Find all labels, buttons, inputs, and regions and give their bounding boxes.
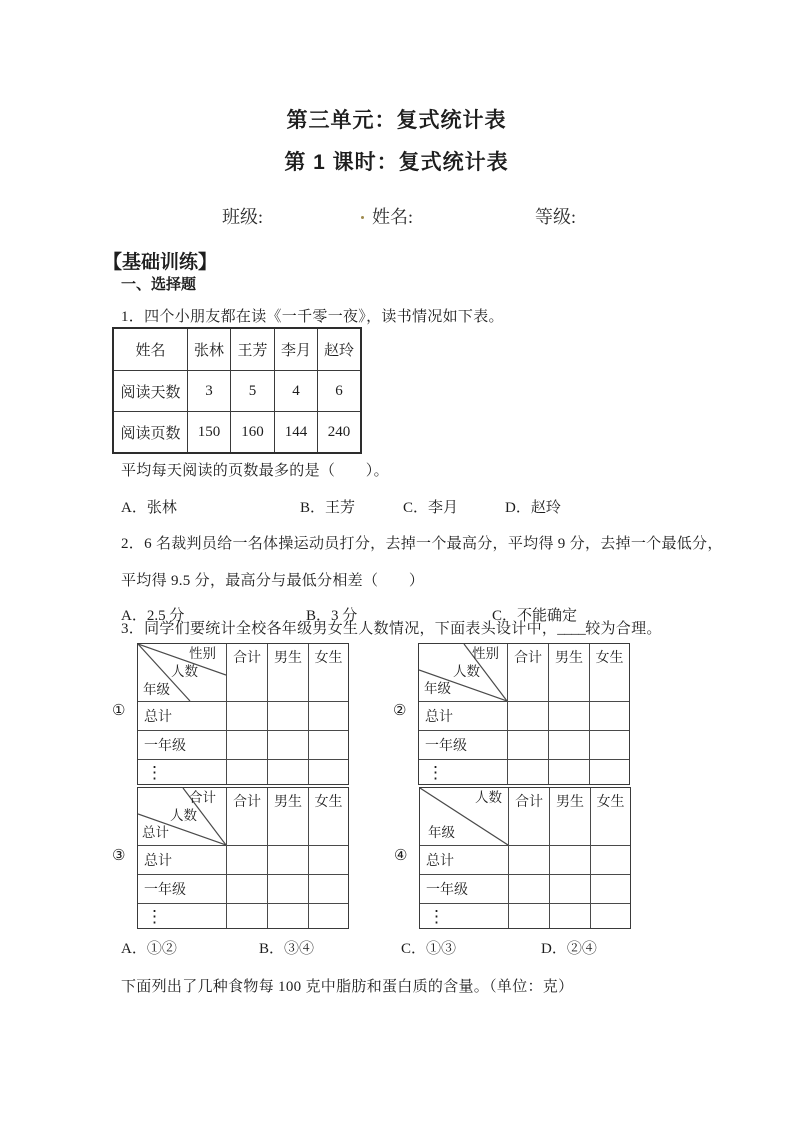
empty-cell bbox=[549, 845, 590, 874]
empty-cell bbox=[267, 874, 308, 903]
row-label: 总计 bbox=[420, 845, 508, 874]
column-header: 合计 bbox=[226, 644, 267, 701]
empty-cell bbox=[548, 730, 589, 759]
design-number-3: ③ bbox=[112, 848, 126, 864]
corner-label-bottom: 总计 bbox=[142, 825, 169, 840]
q1-options-row bbox=[121, 496, 741, 516]
q1-table-cell: 150 bbox=[187, 411, 230, 452]
q2-stem-line1: 2．6 名裁判员给一名体操运动员打分，去掉一个最高分，平均得 9 分，去掉一个最低分， bbox=[121, 536, 723, 552]
stray-dot bbox=[361, 216, 364, 219]
column-header: 合计 bbox=[226, 788, 267, 845]
empty-cell bbox=[589, 759, 629, 784]
q1-reading-table bbox=[112, 327, 362, 454]
empty-cell bbox=[308, 874, 348, 903]
empty-cell bbox=[507, 730, 548, 759]
empty-cell bbox=[549, 874, 590, 903]
q2-option-b: B．3 分 bbox=[306, 608, 358, 624]
column-header: 女生 bbox=[590, 788, 630, 845]
empty-cell bbox=[548, 759, 589, 784]
vertical-dots: ⋮ bbox=[428, 906, 445, 926]
empty-cell bbox=[308, 903, 348, 928]
q3-option-d: D．②④ bbox=[541, 941, 597, 957]
q3-blank-underline: ____ bbox=[557, 621, 586, 637]
empty-cell bbox=[507, 701, 548, 730]
corner-header-cell bbox=[420, 788, 508, 845]
q1-table-header-cell: 李月 bbox=[274, 329, 317, 370]
q3-options-row bbox=[121, 937, 741, 957]
q1-table-cell: 阅读页数 bbox=[114, 411, 187, 452]
next-section-intro: 下面列出了几种食物每 100 克中脂肪和蛋白质的含量。（单位：克） bbox=[121, 979, 574, 995]
q1-table-header-cell: 姓名 bbox=[135, 343, 166, 359]
column-header: 男生 bbox=[267, 788, 308, 845]
design-table-4 bbox=[419, 787, 631, 929]
empty-cell bbox=[267, 730, 308, 759]
corner-label-mid: 人数 bbox=[170, 808, 197, 823]
empty-cell bbox=[508, 845, 549, 874]
empty-cell bbox=[308, 730, 348, 759]
empty-cell bbox=[267, 701, 308, 730]
corner-header-cell bbox=[138, 788, 226, 845]
design-table-3 bbox=[137, 787, 349, 929]
vertical-dots: ⋮ bbox=[427, 762, 444, 782]
q1-option-c: C．李月 bbox=[403, 500, 459, 516]
q1-table-cell: 144 bbox=[274, 411, 317, 452]
empty-cell bbox=[267, 845, 308, 874]
q1-option-d: D．赵玲 bbox=[505, 500, 561, 516]
column-header: 合计 bbox=[507, 644, 548, 701]
q1-table-cell: 6 bbox=[317, 370, 360, 411]
corner-label-bottom: 年级 bbox=[143, 682, 170, 697]
corner-label-mid: 人数 bbox=[171, 664, 198, 679]
empty-cell bbox=[226, 874, 267, 903]
q1-table-header-cell: 王芳 bbox=[230, 329, 274, 370]
empty-cell bbox=[226, 845, 267, 874]
empty-cell bbox=[226, 903, 267, 928]
q1-option-b: B．王芳 bbox=[300, 500, 356, 516]
q1-table-cell: 阅读天数 bbox=[114, 370, 187, 411]
empty-cell bbox=[549, 903, 590, 928]
corner-label-bottom: 年级 bbox=[424, 681, 451, 696]
q1-table-cell: 4 bbox=[274, 370, 317, 411]
q2-option-c: C．不能确定 bbox=[492, 608, 578, 624]
corner-label-mid: 人数 bbox=[453, 664, 480, 679]
corner-label-top: 性别 bbox=[472, 646, 499, 661]
corner-label-top: 合计 bbox=[189, 790, 216, 805]
empty-cell bbox=[267, 759, 308, 784]
empty-cell bbox=[590, 845, 630, 874]
q2-option-a: A．2.5 分 bbox=[121, 608, 185, 624]
empty-cell bbox=[508, 874, 549, 903]
section-basic-training: 【基础训练】 bbox=[103, 252, 218, 273]
unit-title: 第三单元：复式统计表 bbox=[286, 109, 507, 132]
empty-cell bbox=[589, 701, 629, 730]
row-label: 一年级 bbox=[419, 730, 507, 759]
part-one-choice-questions: 一、选择题 bbox=[121, 276, 197, 293]
q1-option-a: A．张林 bbox=[121, 500, 177, 516]
empty-cell bbox=[308, 845, 348, 874]
empty-cell bbox=[590, 903, 630, 928]
design-number-4: ④ bbox=[394, 848, 408, 864]
q1-table-cell: 160 bbox=[230, 411, 274, 452]
q3-option-a: A．①② bbox=[121, 941, 177, 957]
corner-header-cell bbox=[138, 644, 226, 701]
class-label: 班级: bbox=[222, 207, 264, 227]
design-number-1: ① bbox=[112, 703, 126, 719]
q3-option-b: B．③④ bbox=[259, 941, 315, 957]
corner-label-top: 人数 bbox=[475, 790, 502, 805]
empty-cell bbox=[548, 701, 589, 730]
empty-cell bbox=[226, 759, 267, 784]
column-header: 男生 bbox=[267, 644, 308, 701]
row-label-ellipsis bbox=[138, 903, 226, 928]
row-label: 一年级 bbox=[420, 874, 508, 903]
column-header: 合计 bbox=[508, 788, 549, 845]
q1-question: 平均每天阅读的页数最多的是（ ）。 bbox=[121, 463, 389, 479]
row-label: 总计 bbox=[138, 845, 226, 874]
empty-cell bbox=[589, 730, 629, 759]
q1-table-header-cell: 张林 bbox=[187, 329, 230, 370]
q1-table-header-cell: 赵玲 bbox=[317, 329, 360, 370]
design-table-1 bbox=[137, 643, 349, 785]
q1-table-cell: 240 bbox=[317, 411, 360, 452]
row-label: 一年级 bbox=[138, 730, 226, 759]
column-header: 男生 bbox=[549, 788, 590, 845]
name-label: 姓名: bbox=[372, 207, 414, 227]
empty-cell bbox=[308, 701, 348, 730]
empty-cell bbox=[226, 701, 267, 730]
lesson-title: 第 1 课时：复式统计表 bbox=[284, 151, 509, 174]
corner-label-top: 性别 bbox=[189, 646, 216, 661]
empty-cell bbox=[507, 759, 548, 784]
q3-option-c: C．①③ bbox=[401, 941, 457, 957]
q3-stem bbox=[121, 617, 662, 638]
q1-table-cell: 3 bbox=[187, 370, 230, 411]
vertical-dots: ⋮ bbox=[146, 762, 163, 782]
column-header: 女生 bbox=[589, 644, 629, 701]
row-label-ellipsis bbox=[138, 759, 226, 784]
q3-stem-after: 较为合理。 bbox=[585, 621, 662, 637]
empty-cell bbox=[267, 903, 308, 928]
vertical-dots: ⋮ bbox=[146, 906, 163, 926]
column-header: 女生 bbox=[308, 644, 348, 701]
column-header: 女生 bbox=[308, 788, 348, 845]
grade-label: 等级: bbox=[535, 207, 577, 227]
empty-cell bbox=[508, 903, 549, 928]
q1-stem: 1．四个小朋友都在读《一千零一夜》，读书情况如下表。 bbox=[121, 309, 504, 325]
row-label: 总计 bbox=[419, 701, 507, 730]
empty-cell bbox=[308, 759, 348, 784]
q2-stem-line2: 平均得 9.5 分，最高分与最低分相差（ ） bbox=[121, 573, 425, 589]
design-number-2: ② bbox=[393, 703, 407, 719]
q1-table-cell: 5 bbox=[230, 370, 274, 411]
empty-cell bbox=[590, 874, 630, 903]
row-label-ellipsis bbox=[419, 759, 507, 784]
corner-label-bottom: 年级 bbox=[428, 825, 455, 840]
row-label: 一年级 bbox=[138, 874, 226, 903]
column-header: 男生 bbox=[548, 644, 589, 701]
empty-cell bbox=[226, 730, 267, 759]
q3-stem-before: 3．同学们要统计全校各年级男女生人数情况，下面表头设计中， bbox=[121, 621, 558, 637]
corner-header-cell bbox=[419, 644, 507, 701]
row-label: 总计 bbox=[138, 701, 226, 730]
row-label-ellipsis bbox=[420, 903, 508, 928]
design-table-2 bbox=[418, 643, 630, 785]
